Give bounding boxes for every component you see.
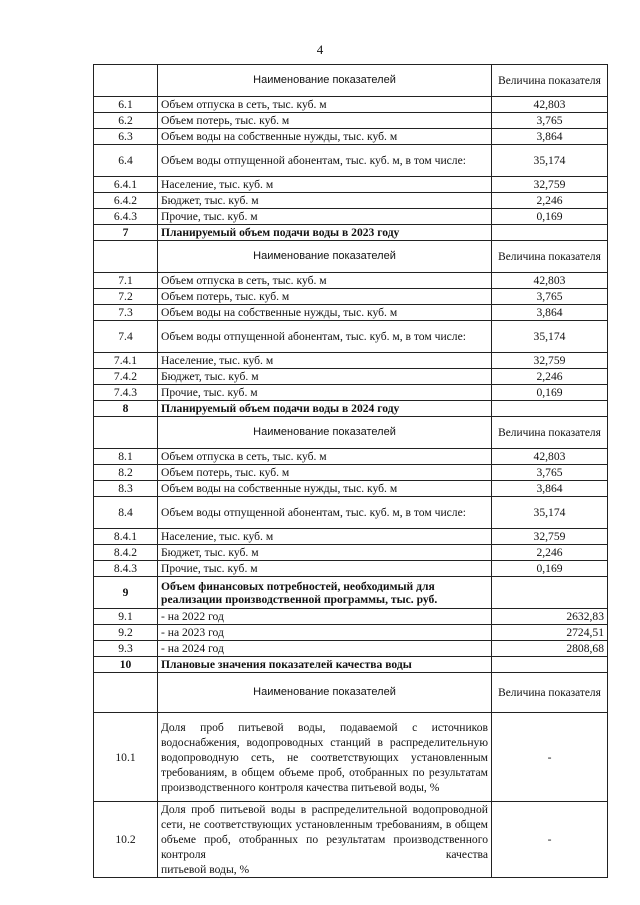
table-row [94, 353, 608, 369]
row-value: 3,864 [492, 129, 608, 145]
header-value-cell: Величина показателя [492, 673, 608, 713]
table-row [94, 545, 608, 561]
row-name: Бюджет, тыс. куб. м [158, 193, 492, 209]
row-number: 6.4 [94, 145, 158, 177]
header-name-cell: Наименование показателей [158, 65, 492, 97]
section-empty-cell [492, 577, 608, 609]
header-name-cell: Наименование показателей [158, 417, 492, 449]
row-value: 35,174 [492, 321, 608, 353]
table-row [94, 802, 608, 878]
header-empty-cell [94, 417, 158, 449]
row-value: 3,765 [492, 289, 608, 305]
table-row [94, 385, 608, 401]
row-name: Объем воды отпущенной абонентам, тыс. куб. м, в том числе: [158, 497, 492, 529]
section-title: Планируемый объем подачи воды в 2023 году [158, 225, 492, 241]
row-number: 7.1 [94, 273, 158, 289]
section-number: 9 [94, 577, 158, 609]
row-name: Население, тыс. куб. м [158, 529, 492, 545]
row-name: Бюджет, тыс. куб. м [158, 369, 492, 385]
row-name-text: Доля проб питьевой воды в распределительной водопроводной сети, не соответствующих установленным требованиям, в общем объеме проб, отобранных по результатам производственного контроля качества [161, 803, 488, 861]
row-number: 7.4 [94, 321, 158, 353]
row-name [158, 802, 492, 878]
header-empty-cell [94, 241, 158, 273]
section-row [94, 577, 608, 609]
table-row [94, 713, 608, 802]
row-number: 7.4.1 [94, 353, 158, 369]
table-row [94, 449, 608, 465]
header-name-cell: Наименование показателей [158, 241, 492, 273]
row-value: 35,174 [492, 497, 608, 529]
section-row [94, 657, 608, 673]
section-number: 8 [94, 401, 158, 417]
row-number: 8.4 [94, 497, 158, 529]
row-value: 32,759 [492, 529, 608, 545]
table-row [94, 609, 608, 625]
row-value: 32,759 [492, 177, 608, 193]
row-number: 9.2 [94, 625, 158, 641]
table-row [94, 145, 608, 177]
row-value: 3,864 [492, 481, 608, 497]
row-value: 2,246 [492, 369, 608, 385]
row-name: Население, тыс. куб. м [158, 177, 492, 193]
section-row [94, 225, 608, 241]
row-name: Объем воды отпущенной абонентам, тыс. куб. м, в том числе: [158, 321, 492, 353]
row-value: 32,759 [492, 353, 608, 369]
row-number: 8.1 [94, 449, 158, 465]
row-value: 0,169 [492, 561, 608, 577]
row-number: 7.4.2 [94, 369, 158, 385]
row-value: 2,246 [492, 545, 608, 561]
row-name: Объем отпуска в сеть, тыс. куб. м [158, 97, 492, 113]
table-row [94, 97, 608, 113]
row-name: Объем потерь, тыс. куб. м [158, 113, 492, 129]
section-title: Планируемый объем подачи воды в 2024 году [158, 401, 492, 417]
row-name: - на 2022 год [158, 609, 492, 625]
row-number: 10.1 [94, 713, 158, 802]
table-row [94, 321, 608, 353]
section-title: Плановые значения показателей качества воды [158, 657, 492, 673]
row-number: 8.3 [94, 481, 158, 497]
row-name: Объем потерь, тыс. куб. м [158, 289, 492, 305]
row-number: 6.4.3 [94, 209, 158, 225]
table-row [94, 129, 608, 145]
row-value: - [492, 713, 608, 802]
row-value: 2808,68 [492, 641, 608, 657]
table-row [94, 113, 608, 129]
table-row [94, 369, 608, 385]
row-name: Объем воды на собственные нужды, тыс. куб. м [158, 481, 492, 497]
row-value: 3,864 [492, 305, 608, 321]
row-name: Объем потерь, тыс. куб. м [158, 465, 492, 481]
row-value: 0,169 [492, 385, 608, 401]
row-name-text-last-line: производственного контроля качества питьевой воды, % [161, 780, 440, 794]
header-name-cell: Наименование показателей [158, 673, 492, 713]
header-row [94, 417, 608, 449]
row-name: - на 2023 год [158, 625, 492, 641]
row-value: 2724,51 [492, 625, 608, 641]
row-value: 42,803 [492, 97, 608, 113]
row-name: Объем отпуска в сеть, тыс. куб. м [158, 449, 492, 465]
table-row [94, 193, 608, 209]
table-row [94, 641, 608, 657]
table-row [94, 481, 608, 497]
row-name: Прочие, тыс. куб. м [158, 385, 492, 401]
header-row [94, 65, 608, 97]
section-row [94, 401, 608, 417]
row-name: Прочие, тыс. куб. м [158, 209, 492, 225]
row-number: 6.3 [94, 129, 158, 145]
table-row [94, 625, 608, 641]
row-value: 2,246 [492, 193, 608, 209]
row-name: Объем воды отпущенной абонентам, тыс. куб. м, в том числе: [158, 145, 492, 177]
row-number: 6.4.2 [94, 193, 158, 209]
header-value-cell: Величина показателя [492, 417, 608, 449]
row-number: 8.4.3 [94, 561, 158, 577]
row-value: 2632,83 [492, 609, 608, 625]
row-number: 9.1 [94, 609, 158, 625]
page-number: 4 [316, 42, 324, 57]
row-name-text-last-line: питьевой воды, % [161, 863, 250, 876]
table-row [94, 289, 608, 305]
header-value-cell: Величина показателя [492, 241, 608, 273]
table-row [94, 209, 608, 225]
row-number: 6.4.1 [94, 177, 158, 193]
row-value: 42,803 [492, 273, 608, 289]
row-name-text: Доля проб питьевой воды, подаваемой с источников водоснабжения, водопроводных станций в распределительную водопроводную сеть, не соответствующих установленным требованиям, в общем объеме проб, отобранных по результатам [161, 720, 488, 779]
table-row [94, 177, 608, 193]
table-row [94, 529, 608, 545]
row-number: 7.4.3 [94, 385, 158, 401]
section-empty-cell [492, 657, 608, 673]
row-name: Объем воды на собственные нужды, тыс. куб. м [158, 129, 492, 145]
section-empty-cell [492, 401, 608, 417]
row-number: 9.3 [94, 641, 158, 657]
row-name: Население, тыс. куб. м [158, 353, 492, 369]
table-row [94, 561, 608, 577]
row-number: 10.2 [94, 802, 158, 878]
header-value-cell: Величина показателя [492, 65, 608, 97]
row-value: 42,803 [492, 449, 608, 465]
section-title: Объем финансовых потребностей, необходимый для реализации производственной программы, тыс. руб. [158, 577, 492, 609]
row-value: 0,169 [492, 209, 608, 225]
row-value: 35,174 [492, 145, 608, 177]
row-name: Бюджет, тыс. куб. м [158, 545, 492, 561]
section-empty-cell [492, 225, 608, 241]
row-number: 8.2 [94, 465, 158, 481]
table-row [94, 305, 608, 321]
section-number: 7 [94, 225, 158, 241]
row-name: Прочие, тыс. куб. м [158, 561, 492, 577]
indicators-table [93, 64, 608, 878]
row-name: - на 2024 год [158, 641, 492, 657]
row-name: Объем отпуска в сеть, тыс. куб. м [158, 273, 492, 289]
row-number: 8.4.1 [94, 529, 158, 545]
header-row [94, 673, 608, 713]
row-number: 7.2 [94, 289, 158, 305]
table-row [94, 273, 608, 289]
header-row [94, 241, 608, 273]
header-empty-cell [94, 65, 158, 97]
table-row [94, 497, 608, 529]
row-value: 3,765 [492, 113, 608, 129]
row-value: 3,765 [492, 465, 608, 481]
row-number: 6.2 [94, 113, 158, 129]
header-empty-cell [94, 673, 158, 713]
row-number: 8.4.2 [94, 545, 158, 561]
row-value: - [492, 802, 608, 878]
section-number: 10 [94, 657, 158, 673]
table-row [94, 465, 608, 481]
row-name [158, 713, 492, 802]
row-number: 6.1 [94, 97, 158, 113]
row-number: 7.3 [94, 305, 158, 321]
row-name: Объем воды на собственные нужды, тыс. куб. м [158, 305, 492, 321]
